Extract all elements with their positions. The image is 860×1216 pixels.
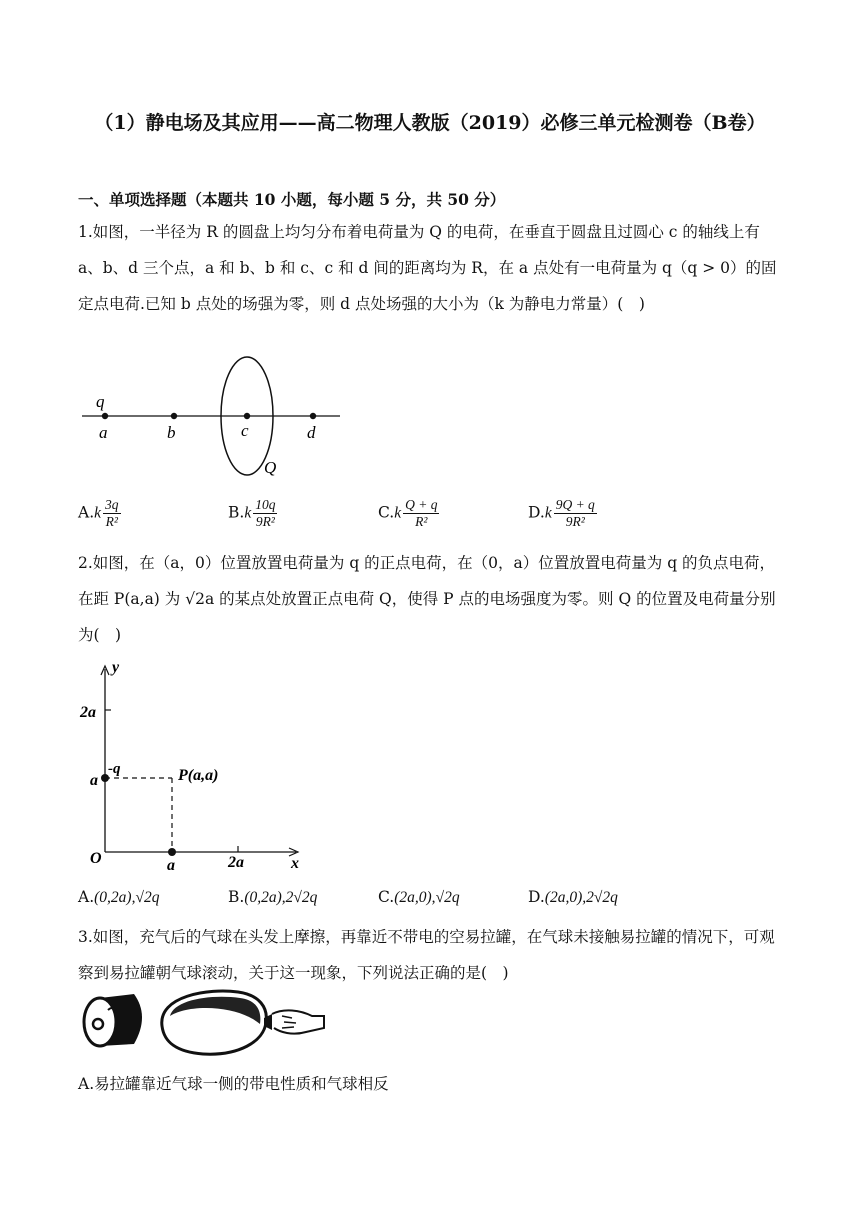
question-3-figure bbox=[78, 986, 328, 1058]
label-neg-q: -q bbox=[108, 761, 121, 777]
option-b[interactable]: B.k $\frac{10q}{\text{9R²}}$ bbox=[228, 497, 276, 529]
option-c[interactable]: C.k $\frac{Q + q}{\text{R²}}$ bbox=[378, 497, 438, 529]
question-2-text: 2.如图，在（a，0）位置放置电荷量为 q 的正点电荷，在（0，a）位置放置电荷量为 q 的负点电荷，在距 P(a,a) 为 √2a 的某点处放置正点电荷 Q，使得 P 点的电场强度为零。则 Q 的位置及电荷量分别为( ) bbox=[78, 554, 776, 644]
label-2a-x: 2a bbox=[228, 854, 244, 871]
balloon-icon bbox=[162, 991, 272, 1054]
label-a-y: a bbox=[90, 772, 98, 789]
label-x: x bbox=[291, 855, 299, 872]
page-title: （1）静电场及其应用——高二物理人教版（2019）必修三单元检测卷（B卷） bbox=[94, 112, 766, 134]
question-1-text: 1.如图，一半径为 R 的圆盘上均匀分布着电荷量为 Q 的电荷，在垂直于圆盘且过圆心 c 的轴线上有 a、b、d 三个点，a 和 b、b 和 c、c 和 d 间的距离均为 R，在 a 点处有一电荷量为 q（q > 0）的固定点电荷.已知 b 点处的场强为零，则 d 点处场强的大小为（k 为静电力常量）( ) bbox=[78, 223, 777, 313]
point-c bbox=[244, 413, 250, 419]
hand-icon bbox=[272, 1010, 324, 1033]
question-2-options bbox=[78, 888, 798, 912]
point-a bbox=[102, 413, 108, 419]
option-d[interactable]: D.k $\frac{9Q + q}{\text{9R²}}$ bbox=[528, 497, 595, 529]
label-d: d bbox=[307, 423, 316, 442]
label-2a-y: 2a bbox=[80, 704, 96, 721]
option-d[interactable]: D.(2a,0),2√2q bbox=[528, 888, 618, 906]
label-q: q bbox=[96, 392, 105, 411]
question-2-figure bbox=[78, 655, 318, 875]
option-a[interactable]: A.(0,2a),√2q bbox=[78, 888, 160, 906]
label-a: a bbox=[99, 423, 108, 442]
label-Q: Q bbox=[264, 458, 277, 477]
label-O: O bbox=[90, 850, 102, 867]
positive-charge bbox=[168, 848, 176, 856]
point-d bbox=[310, 413, 316, 419]
question-3-option-a[interactable]: A.易拉罐靠近气球一侧的带电性质和气球相反 bbox=[78, 1075, 389, 1093]
question-1-figure bbox=[78, 355, 348, 485]
label-P: P(a,a) bbox=[178, 767, 219, 784]
label-a-x: a bbox=[167, 857, 175, 874]
question-1-options bbox=[78, 497, 798, 537]
label-c: c bbox=[241, 421, 249, 440]
point-b bbox=[171, 413, 177, 419]
question-3-text: 3.如图，充气后的气球在头发上摩擦，再靠近不带电的空易拉罐，在气球未接触易拉罐的情况下，可观察到易拉罐朝气球滚动，关于这一现象，下列说法正确的是( ) bbox=[78, 928, 775, 982]
label-b: b bbox=[167, 423, 176, 442]
option-c[interactable]: C.(2a,0),√2q bbox=[378, 888, 460, 906]
label-y: y bbox=[112, 659, 120, 676]
can-icon bbox=[84, 994, 142, 1046]
option-a[interactable]: A.k $\frac{3q}{\text{R²}}$ bbox=[78, 497, 119, 529]
option-b[interactable]: B.(0,2a),2√2q bbox=[228, 888, 318, 906]
section-heading: 一、单项选择题（本题共 10 小题，每小题 5 分，共 50 分） bbox=[78, 190, 506, 209]
